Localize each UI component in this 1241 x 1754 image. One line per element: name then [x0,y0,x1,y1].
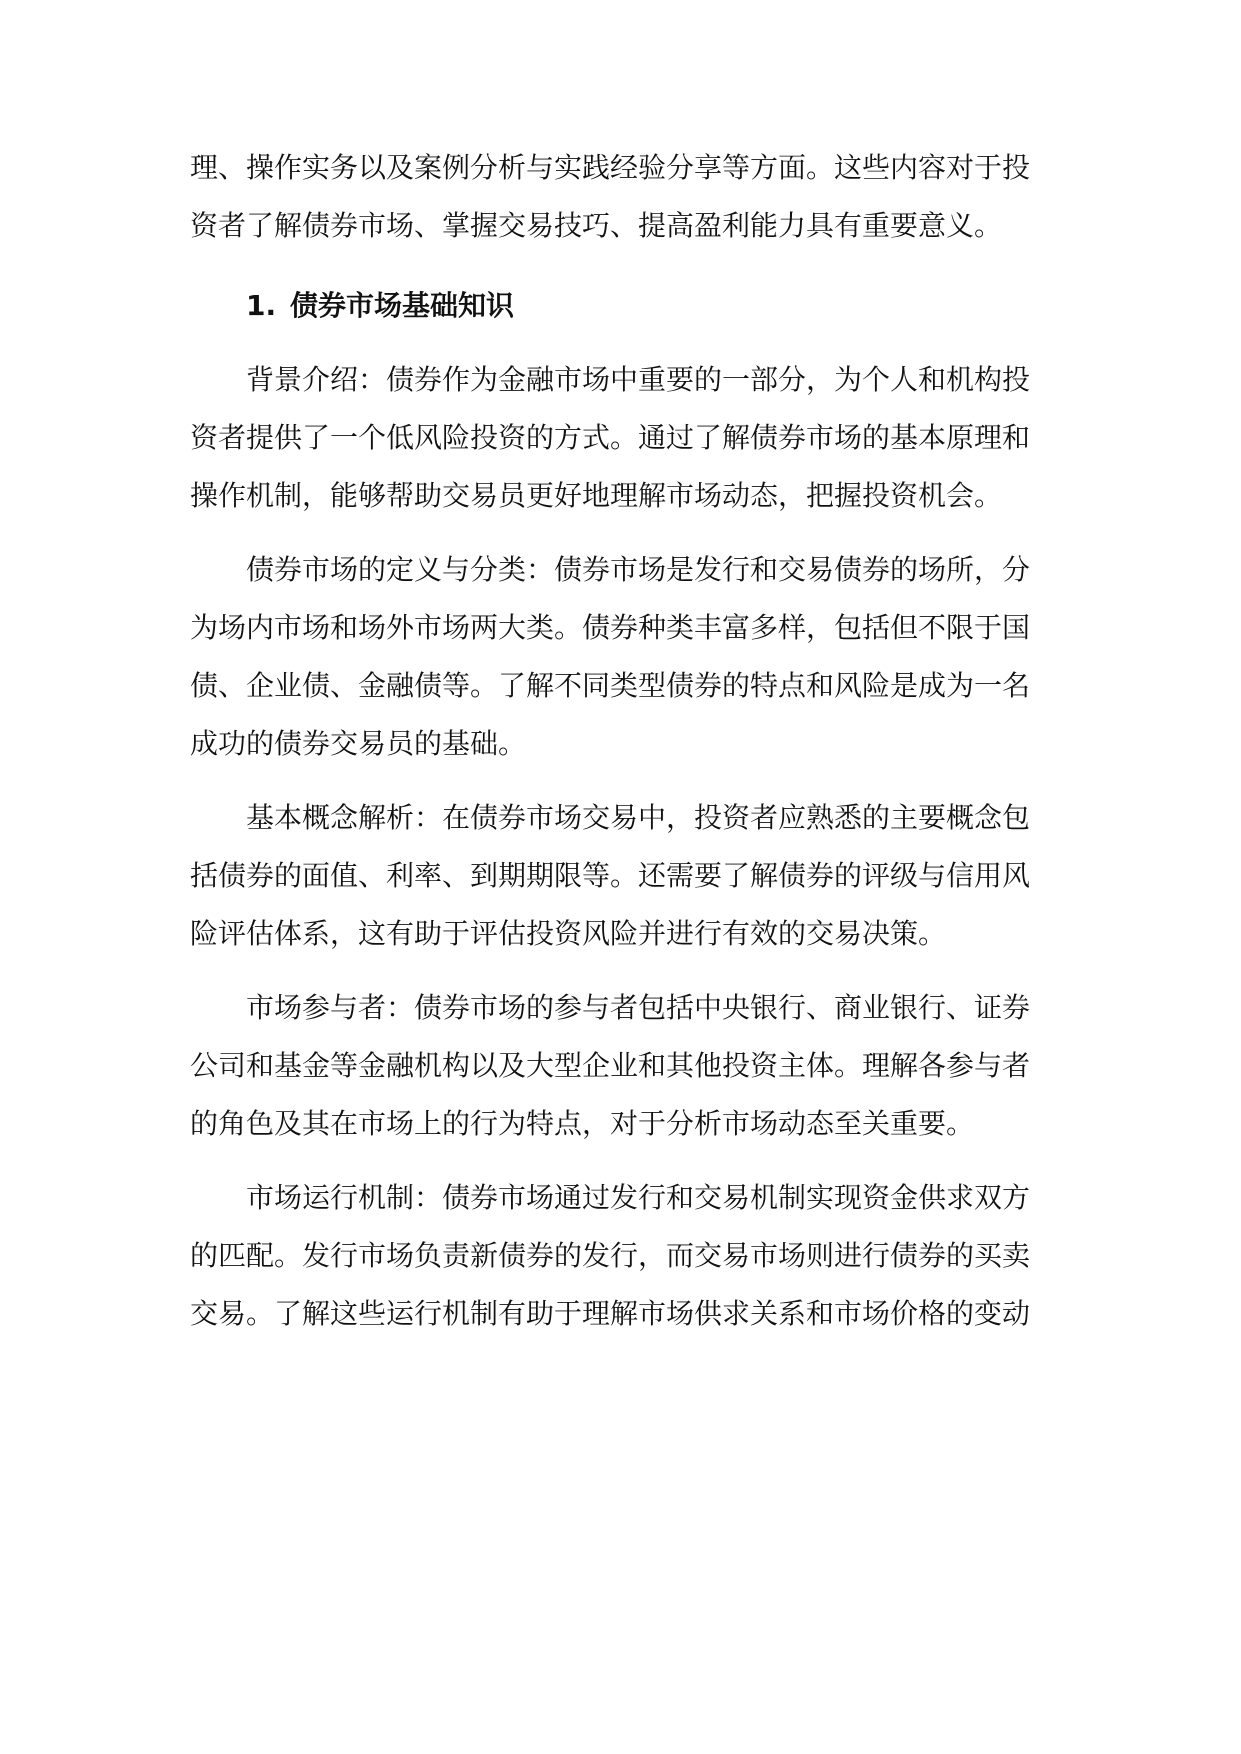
intro-line: 理、操作实务以及案例分析与实践经验分享等方面。这些内容对于投 [190,151,1031,184]
paragraph-line: 债、企业债、金融债等。了解不同类型债券的特点和风险是成为一名 [190,669,1031,702]
intro-line: 资者了解债券市场、掌握交易技巧、提高盈利能力具有重要意义。 [190,209,1003,242]
paragraph-mechanism [190,1169,1052,1343]
paragraph-line: 交易。了解这些运行机制有助于理解市场供求关系和市场价格的变动 [190,1297,1031,1330]
paragraph-line: 市场参与者：债券市场的参与者包括中央银行、商业银行、证券 [246,991,1031,1024]
paragraph-participants [190,979,1052,1153]
section-title: 债券市场基础知识 [290,289,515,322]
paragraph-line: 基本概念解析：在债券市场交易中，投资者应熟悉的主要概念包 [246,801,1031,834]
section-heading [190,277,1052,335]
paragraph-line: 险评估体系，这有助于评估投资风险并进行有效的交易决策。 [190,917,947,950]
paragraph-line: 操作机制，能够帮助交易员更好地理解市场动态，把握投资机会。 [190,479,1003,512]
paragraph-concepts [190,789,1052,963]
paragraph-background [190,351,1052,525]
document-body [190,139,1052,1343]
paragraph-line: 债券市场的定义与分类：债券市场是发行和交易债券的场所，分 [246,553,1031,586]
paragraph-line: 为场内市场和场外市场两大类。债券种类丰富多样，包括但不限于国 [190,611,1031,644]
paragraph-line: 括债券的面值、利率、到期期限等。还需要了解债券的评级与信用风 [190,859,1031,892]
section-number: 1. [246,289,277,322]
paragraph-line: 的角色及其在市场上的行为特点，对于分析市场动态至关重要。 [190,1107,975,1140]
paragraph-line: 资者提供了一个低风险投资的方式。通过了解债券市场的基本原理和 [190,421,1031,454]
paragraph-line: 公司和基金等金融机构以及大型企业和其他投资主体。理解各参与者 [190,1049,1031,1082]
paragraph-definition [190,541,1052,773]
paragraph-line: 的匹配。发行市场负责新债券的发行，而交易市场则进行债券的买卖 [190,1239,1031,1272]
paragraph-line: 成功的债券交易员的基础。 [190,727,527,760]
paragraph-line: 背景介绍：债券作为金融市场中重要的一部分，为个人和机构投 [246,363,1031,396]
paragraph-line: 市场运行机制：债券市场通过发行和交易机制实现资金供求双方 [246,1181,1031,1214]
